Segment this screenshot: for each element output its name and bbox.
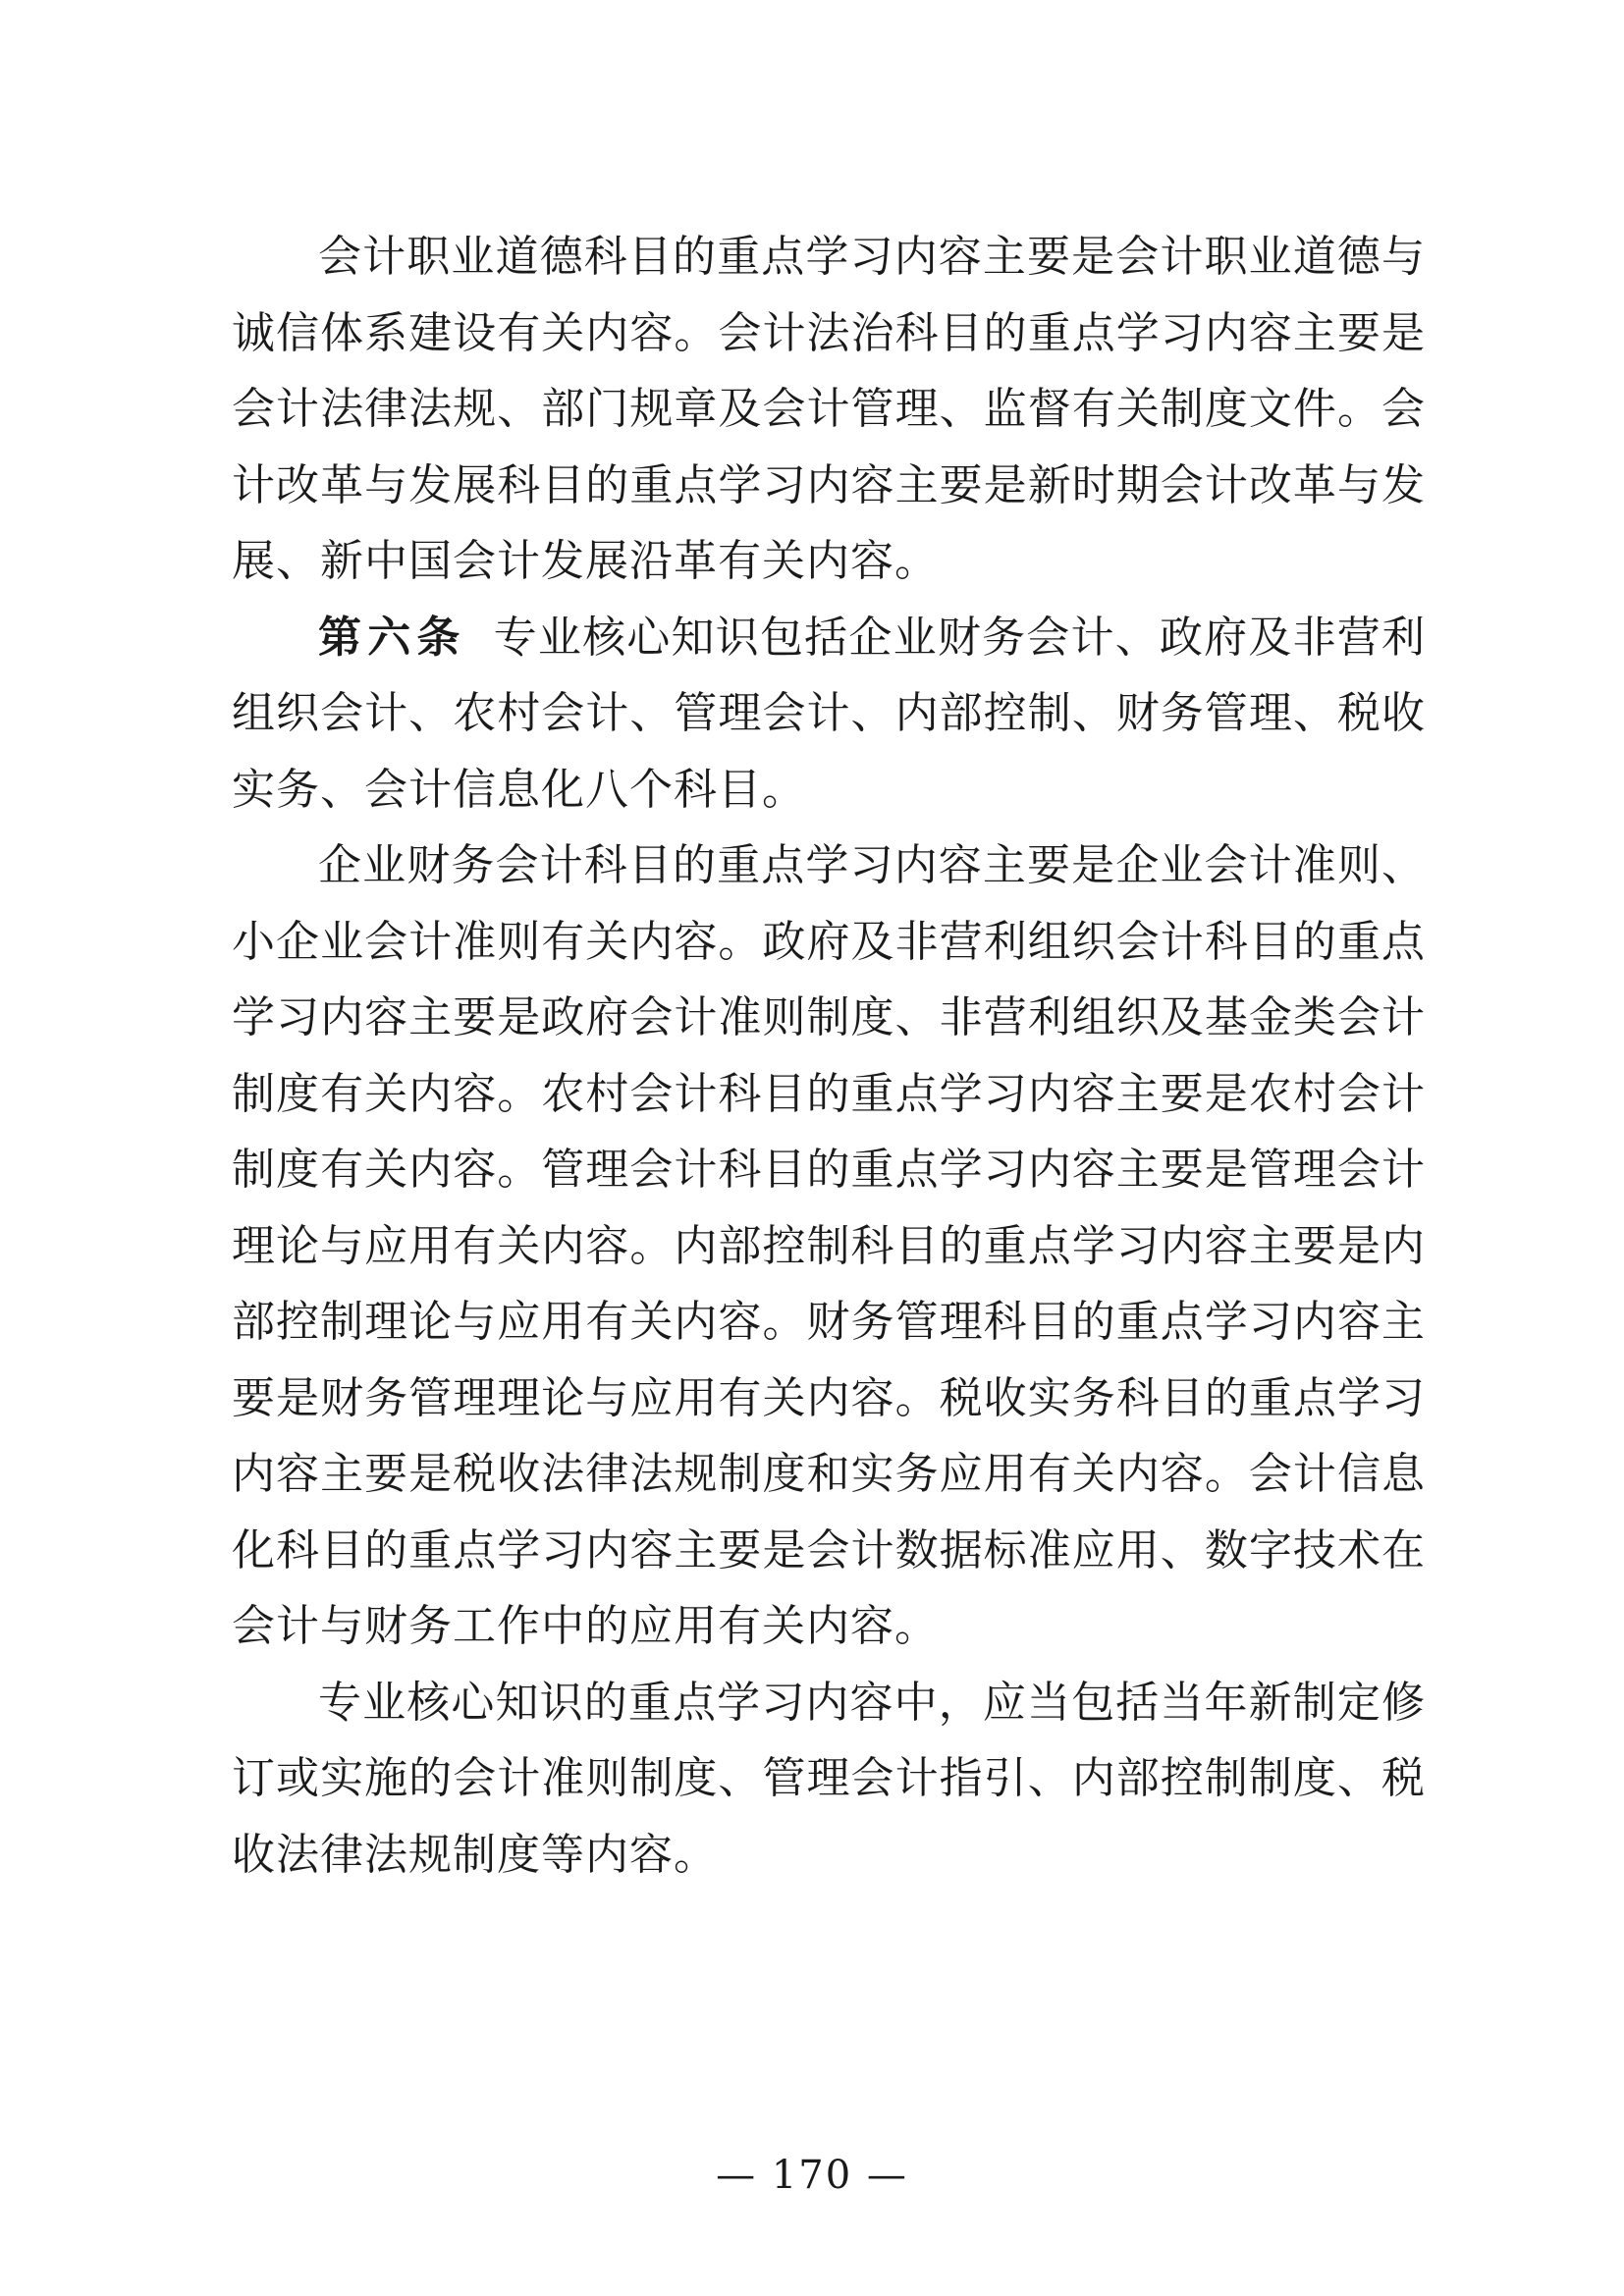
body-text [232, 219, 1426, 1893]
paragraph-text: 会计职业道德科目的重点学习内容主要是会计职业道德与诚信体系建设有关内容。会计法治科目的重点学习内容主要是会计法律法规、部门规章及会计管理、监督有关制度文件。会计改革与发展科目的重点学习内容主要是新时期会计改革与发展、新中国会计发展沿革有关内容。 [232, 232, 1426, 586]
paragraph-new-standards [232, 1665, 1426, 1894]
paragraph-text: 企业财务会计科目的重点学习内容主要是企业会计准则、小企业会计准则有关内容。政府及非营利组织会计科目的重点学习内容主要是政府会计准则制度、非营利组织及基金类会计制度有关内容。农村会计科目的重点学习内容主要是农村会计制度有关内容。管理会计科目的重点学习内容主要是管理会计理论与应用有关内容。内部控制科目的重点学习内容主要是内部控制理论与应用有关内容。财务管理科目的重点学习内容主要是财务管理理论与应用有关内容。税收实务科目的重点学习内容主要是税收法律法规制度和实务应用有关内容。会计信息化科目的重点学习内容主要是会计数据标准应用、数字技术在会计与财务工作中的应用有关内容。 [232, 840, 1426, 1651]
paragraph-core-subjects [232, 828, 1426, 1665]
paragraph-text: 专业核心知识包括企业财务会计、政府及非营利组织会计、农村会计、管理会计、内部控制、财务管理、税收实务、会计信息化八个科目。 [232, 612, 1427, 815]
paragraph-article-six [232, 600, 1426, 828]
page-number: — 170 — [716, 2153, 908, 2198]
paragraph-ethics-law-reform [232, 219, 1426, 600]
article-title: 第六条 [318, 612, 466, 663]
paragraph-text: 专业核心知识的重点学习内容中，应当包括当年新制定修订或实施的会计准则制度、管理会计指引、内部控制制度、税收法律法规制度等内容。 [232, 1677, 1426, 1880]
